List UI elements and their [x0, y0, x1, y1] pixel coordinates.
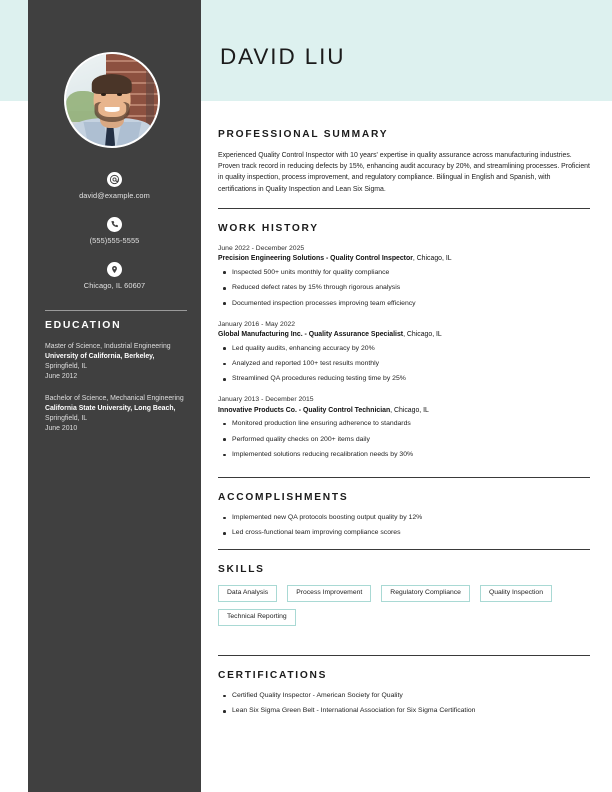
section-divider: [218, 208, 590, 209]
work-history-heading: WORK HISTORY: [218, 223, 319, 234]
list-item: Analyzed and reported 100+ test results monthly: [218, 359, 590, 369]
job-location: , Chicago, IL: [403, 330, 442, 338]
accomplishments-section: [218, 477, 590, 544]
page-title: DAVID LIU: [220, 44, 346, 69]
list-item: Implemented new QA protocols boosting output quality by 12%: [218, 513, 590, 523]
education-school: California State University, Long Beach,: [45, 405, 176, 412]
education-school: University of California, Berkeley,: [45, 353, 155, 360]
skill-tag[interactable]: Regulatory Compliance: [381, 585, 470, 602]
education-location: Springfield, IL: [45, 415, 88, 422]
job-company-role: Innovative Products Co. - Quality Control Technician: [218, 406, 391, 414]
section-divider: [218, 655, 590, 656]
education-location: Springfield, IL: [45, 363, 88, 370]
skills-list: [218, 585, 590, 626]
work-history-section: [218, 208, 590, 471]
contact-location[interactable]: [28, 262, 201, 291]
contact-location-text: Chicago, IL 60607: [83, 280, 146, 290]
avatar: [64, 52, 160, 148]
profile-photo: [66, 54, 158, 146]
job-location: , Chicago, IL: [390, 406, 429, 414]
certifications-heading: CERTIFICATIONS: [218, 670, 328, 681]
education-section: [45, 320, 190, 446]
job-company-role: Global Manufacturing Inc. - Quality Assurance Specialist: [218, 330, 404, 338]
job-company-role: Precision Engineering Solutions - Quality Control Inspector: [218, 255, 413, 263]
skill-tag[interactable]: Process Improvement: [287, 585, 371, 602]
list-item: Lean Six Sigma Green Belt - International Association for Six Sigma Certification: [218, 706, 590, 716]
job-bullets: [218, 419, 590, 460]
job-title: [218, 330, 590, 341]
contact-block: [28, 172, 201, 307]
skills-section: [218, 549, 590, 626]
job-entry: [218, 320, 590, 385]
contact-email-text: david@example.com: [79, 191, 150, 200]
list-item: Streamlined QA procedures reducing testing time by 25%: [218, 374, 590, 384]
education-date: June 2010: [45, 425, 78, 432]
job-bullets: [218, 268, 590, 309]
job-dates: January 2016 - May 2022: [218, 320, 296, 328]
job-title: [218, 254, 590, 265]
job-entry: [218, 395, 590, 460]
skills-heading: SKILLS: [218, 564, 265, 575]
section-divider: [218, 477, 590, 478]
skill-tag[interactable]: Data Analysis: [218, 585, 277, 602]
education-degree: Bachelor of Science, Mechanical Engineering: [45, 395, 184, 402]
phone-icon: [107, 217, 122, 232]
education-degree: Master of Science, Industrial Engineering: [45, 343, 171, 350]
contact-email[interactable]: [28, 172, 201, 201]
sidebar-divider: [45, 310, 187, 311]
summary-text: Experienced Quality Control Inspector with 10 years' expertise in quality assurance across manufacturing industries. Proven track record in reducing defects by 15%, enhancing audit accuracy by 20%, and streamlining processes. Proficient in quality inspection, process improvement, and regulatory compliance. Bilingual in English and Spanish, with certifications in Quality Inspection and Lean Six Sigma.: [218, 152, 590, 193]
education-entry: [45, 342, 190, 382]
certifications-section: [218, 655, 590, 722]
list-item: Certified Quality Inspector - American Society for Quality: [218, 691, 590, 701]
list-item: Performed quality checks on 200+ items daily: [218, 435, 590, 445]
accomplishments-list: [218, 513, 590, 538]
job-location: , Chicago, IL: [412, 255, 452, 263]
skill-tag[interactable]: Quality Inspection: [480, 585, 552, 602]
list-item: Led cross-functional team improving compliance scores: [218, 528, 590, 538]
education-date: June 2012: [45, 373, 78, 380]
skill-tag[interactable]: Technical Reporting: [218, 609, 296, 626]
list-item: Inspected 500+ units monthly for quality compliance: [218, 268, 590, 278]
job-dates: June 2022 - December 2025: [218, 245, 305, 252]
list-item: Documented inspection processes improving team efficiency: [218, 299, 590, 309]
list-item: Implemented solutions reducing recalibration needs by 30%: [218, 450, 590, 460]
job-entry: [218, 244, 590, 309]
location-icon: [107, 262, 122, 277]
list-item: Reduced defect rates by 15% through rigorous analysis: [218, 283, 590, 293]
list-item: Led quality audits, enhancing accuracy by 20%: [218, 344, 590, 354]
section-divider: [218, 549, 590, 550]
accomplishments-heading: ACCOMPLISHMENTS: [218, 492, 349, 503]
list-item: Monitored production line ensuring adherence to standards: [218, 419, 590, 429]
email-icon: [107, 172, 122, 187]
job-bullets: [218, 344, 590, 385]
contact-phone[interactable]: [28, 217, 201, 246]
job-dates: January 2013 - December 2015: [218, 396, 314, 404]
education-entry: [45, 394, 190, 434]
education-heading: EDUCATION: [45, 320, 122, 331]
summary-heading: PROFESSIONAL SUMMARY: [218, 129, 389, 140]
job-title: [218, 406, 590, 417]
certifications-list: [218, 691, 590, 716]
contact-phone-text: (555)555-5555: [89, 235, 140, 245]
summary-section: [218, 129, 590, 195]
